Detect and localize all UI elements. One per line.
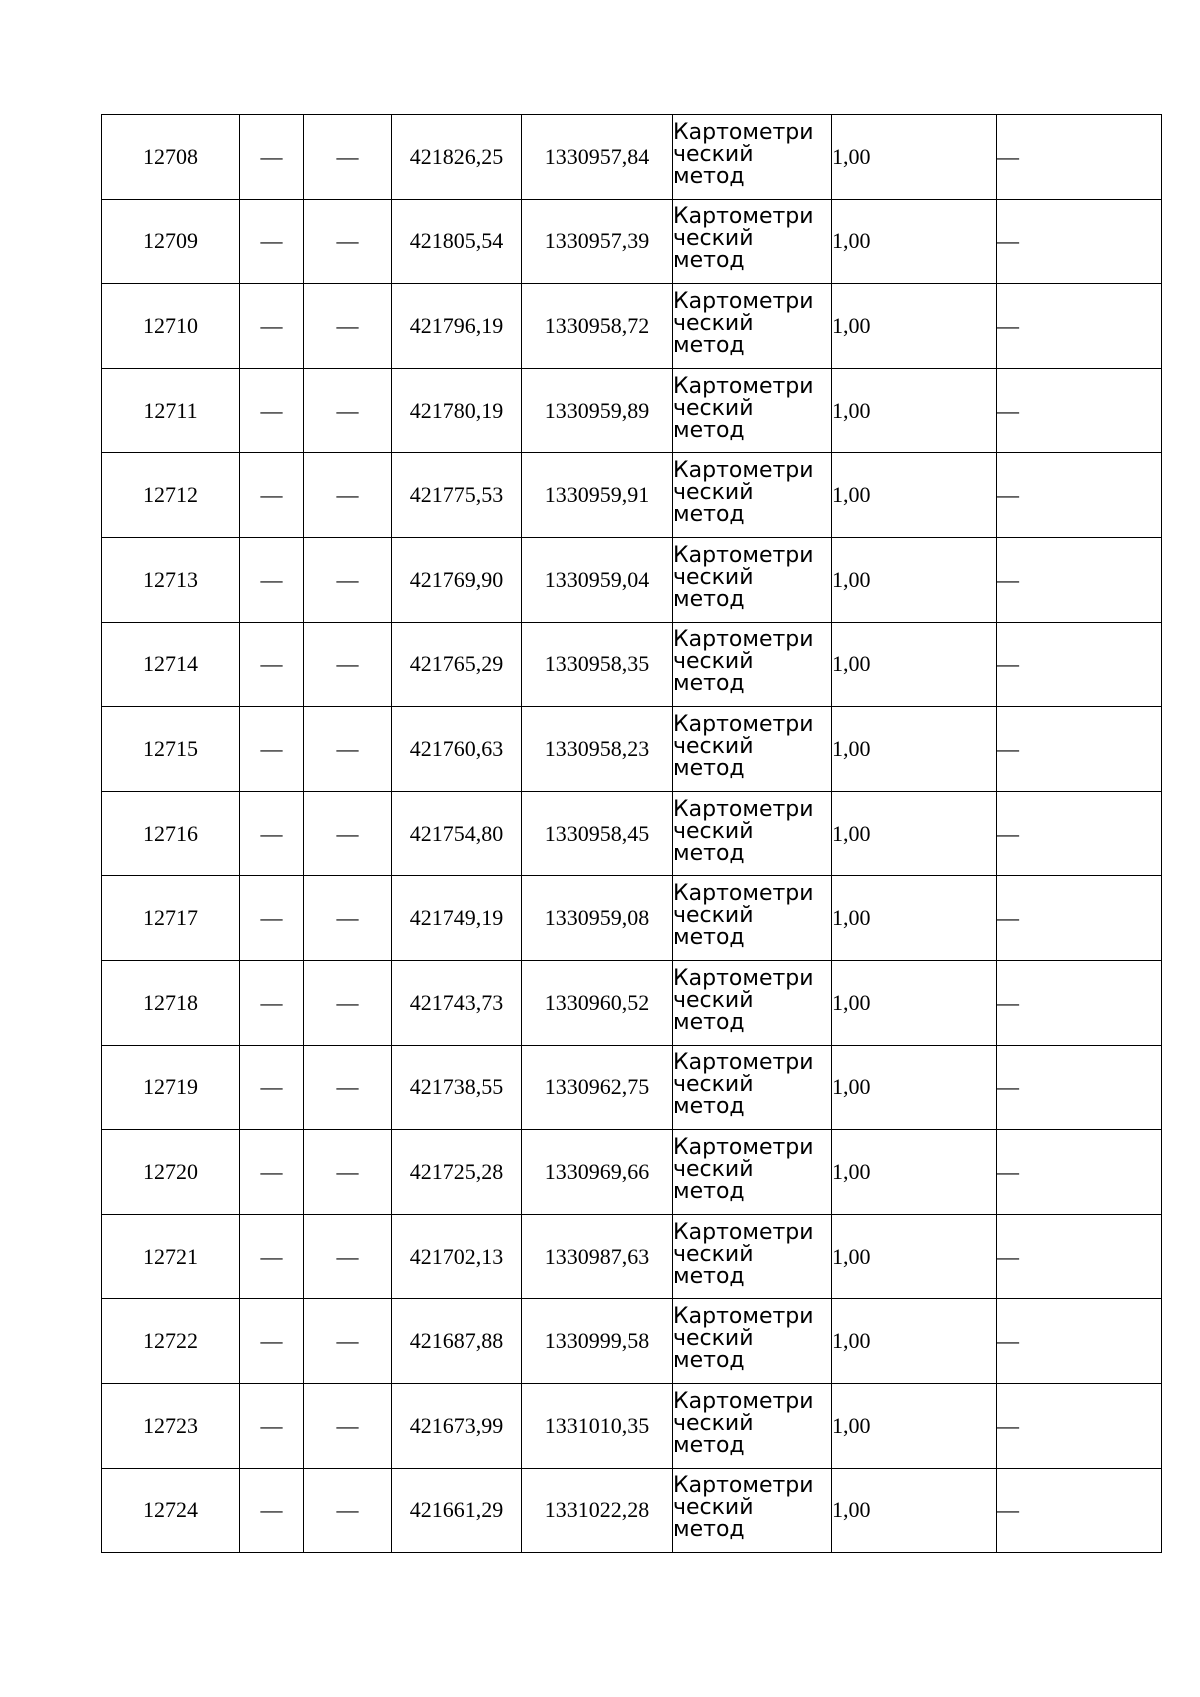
- accuracy-cell: [832, 284, 997, 369]
- point-number: 12716: [143, 820, 198, 846]
- x-coordinate-cell: [392, 368, 522, 453]
- x-coordinate-cell: [392, 115, 522, 200]
- empty-cell-3: [304, 791, 392, 876]
- dash-value: —: [336, 566, 359, 592]
- accuracy-value: 1,00: [832, 651, 871, 677]
- x-coordinate: 421760,63: [409, 735, 504, 761]
- accuracy-value: 1,00: [832, 905, 871, 931]
- empty-cell-2: [240, 876, 304, 961]
- method-text: Картометри ческий метод: [673, 1388, 814, 1458]
- accuracy-cell: [832, 1214, 997, 1299]
- point-number: 12721: [143, 1243, 198, 1269]
- dash-value: —: [997, 735, 1019, 761]
- y-coordinate-cell: [522, 707, 673, 792]
- x-coordinate: 421743,73: [409, 989, 504, 1015]
- method-text: Картометри ческий метод: [673, 1473, 814, 1543]
- empty-cell-3: [304, 960, 392, 1045]
- x-coordinate: 421826,25: [409, 143, 504, 169]
- point-number-cell: [102, 1214, 240, 1299]
- table-row: [102, 707, 1162, 792]
- dash-value: —: [997, 143, 1019, 169]
- dash-value: —: [336, 651, 359, 677]
- point-number-cell: [102, 199, 240, 284]
- dash-value: —: [997, 651, 1019, 677]
- method-text: Картометри ческий метод: [673, 1219, 814, 1289]
- point-number-cell: [102, 876, 240, 961]
- y-coordinate: 1330958,45: [544, 820, 650, 846]
- point-number: 12723: [143, 1412, 198, 1438]
- accuracy-value: 1,00: [832, 989, 871, 1015]
- y-coordinate-cell: [522, 1130, 673, 1215]
- table-row: [102, 1214, 1162, 1299]
- dash-value: —: [997, 989, 1019, 1015]
- accuracy-cell: [832, 115, 997, 200]
- empty-cell-3: [304, 284, 392, 369]
- empty-cell-8: [997, 791, 1162, 876]
- empty-cell-2: [240, 1214, 304, 1299]
- point-number-cell: [102, 622, 240, 707]
- method-cell: [673, 1299, 832, 1384]
- y-coordinate: 1330999,58: [544, 1328, 650, 1354]
- x-coordinate: 421702,13: [409, 1243, 504, 1269]
- x-coordinate: 421687,88: [409, 1328, 504, 1354]
- method-text: Картометри ческий метод: [673, 288, 814, 358]
- table-row: [102, 876, 1162, 961]
- y-coordinate-cell: [522, 199, 673, 284]
- x-coordinate-cell: [392, 1468, 522, 1553]
- accuracy-cell: [832, 791, 997, 876]
- dash-value: —: [260, 566, 283, 592]
- dash-value: —: [997, 1497, 1019, 1523]
- y-coordinate: 1331010,35: [544, 1412, 650, 1438]
- method-cell: [673, 876, 832, 961]
- table-row: [102, 115, 1162, 200]
- dash-value: —: [260, 397, 283, 423]
- dash-value: —: [336, 989, 359, 1015]
- dash-value: —: [336, 735, 359, 761]
- dash-value: —: [997, 1412, 1019, 1438]
- point-number: 12710: [143, 312, 198, 338]
- x-coordinate: 421661,29: [409, 1497, 504, 1523]
- accuracy-value: 1,00: [832, 1497, 871, 1523]
- y-coordinate: 1330959,08: [544, 905, 650, 931]
- point-number-cell: [102, 453, 240, 538]
- point-number-cell: [102, 707, 240, 792]
- empty-cell-8: [997, 1214, 1162, 1299]
- dash-value: —: [336, 905, 359, 931]
- method-text: Картометри ческий метод: [673, 119, 814, 189]
- method-text: Картометри ческий метод: [673, 1134, 814, 1204]
- point-number-cell: [102, 1383, 240, 1468]
- accuracy-value: 1,00: [832, 1412, 871, 1438]
- accuracy-cell: [832, 199, 997, 284]
- dash-value: —: [336, 397, 359, 423]
- point-number: 12713: [143, 566, 198, 592]
- y-coordinate-cell: [522, 960, 673, 1045]
- method-cell: [673, 199, 832, 284]
- table-row: [102, 1468, 1162, 1553]
- accuracy-value: 1,00: [832, 1158, 871, 1184]
- method-text: Картометри ческий метод: [673, 542, 814, 612]
- table-row: [102, 791, 1162, 876]
- empty-cell-3: [304, 115, 392, 200]
- y-coordinate-cell: [522, 368, 673, 453]
- x-coordinate-cell: [392, 284, 522, 369]
- x-coordinate: 421738,55: [409, 1074, 504, 1100]
- empty-cell-8: [997, 115, 1162, 200]
- dash-value: —: [997, 1074, 1019, 1100]
- dash-value: —: [260, 651, 283, 677]
- dash-value: —: [336, 312, 359, 338]
- accuracy-value: 1,00: [832, 228, 871, 254]
- empty-cell-3: [304, 1468, 392, 1553]
- point-number: 12711: [143, 397, 198, 423]
- dash-value: —: [997, 820, 1019, 846]
- point-number-cell: [102, 537, 240, 622]
- y-coordinate-cell: [522, 1214, 673, 1299]
- point-number: 12717: [143, 905, 198, 931]
- method-text: Картометри ческий метод: [673, 458, 814, 528]
- x-coordinate: 421673,99: [409, 1412, 504, 1438]
- empty-cell-8: [997, 1468, 1162, 1553]
- accuracy-value: 1,00: [832, 143, 871, 169]
- method-text: Картометри ческий метод: [673, 796, 814, 866]
- empty-cell-3: [304, 199, 392, 284]
- point-number-cell: [102, 284, 240, 369]
- point-number: 12718: [143, 989, 198, 1015]
- empty-cell-3: [304, 622, 392, 707]
- empty-cell-2: [240, 1299, 304, 1384]
- empty-cell-8: [997, 453, 1162, 538]
- dash-value: —: [997, 397, 1019, 423]
- method-text: Картометри ческий метод: [673, 881, 814, 951]
- y-coordinate: 1330959,04: [544, 566, 650, 592]
- empty-cell-2: [240, 199, 304, 284]
- point-number-cell: [102, 1299, 240, 1384]
- dash-value: —: [336, 1412, 359, 1438]
- y-coordinate-cell: [522, 1383, 673, 1468]
- empty-cell-2: [240, 622, 304, 707]
- dash-value: —: [260, 1412, 283, 1438]
- point-number: 12708: [143, 143, 198, 169]
- dash-value: —: [336, 482, 359, 508]
- empty-cell-3: [304, 876, 392, 961]
- x-coordinate: 421780,19: [409, 397, 504, 423]
- dash-value: —: [260, 905, 283, 931]
- accuracy-value: 1,00: [832, 566, 871, 592]
- x-coordinate-cell: [392, 1130, 522, 1215]
- empty-cell-8: [997, 537, 1162, 622]
- method-cell: [673, 1130, 832, 1215]
- empty-cell-2: [240, 453, 304, 538]
- x-coordinate: 421754,80: [409, 820, 504, 846]
- dash-value: —: [260, 735, 283, 761]
- x-coordinate: 421775,53: [409, 482, 504, 508]
- empty-cell-8: [997, 1299, 1162, 1384]
- y-coordinate-cell: [522, 622, 673, 707]
- method-text: Картометри ческий метод: [673, 1304, 814, 1374]
- empty-cell-2: [240, 707, 304, 792]
- point-number-cell: [102, 1130, 240, 1215]
- empty-cell-2: [240, 284, 304, 369]
- dash-value: —: [260, 228, 283, 254]
- point-number-cell: [102, 1468, 240, 1553]
- method-cell: [673, 115, 832, 200]
- empty-cell-8: [997, 284, 1162, 369]
- accuracy-cell: [832, 1299, 997, 1384]
- x-coordinate-cell: [392, 1045, 522, 1130]
- x-coordinate-cell: [392, 876, 522, 961]
- empty-cell-2: [240, 960, 304, 1045]
- table-row: [102, 199, 1162, 284]
- point-number-cell: [102, 115, 240, 200]
- point-number: 12714: [143, 651, 198, 677]
- y-coordinate: 1330959,91: [544, 482, 650, 508]
- dash-value: —: [260, 482, 283, 508]
- x-coordinate-cell: [392, 960, 522, 1045]
- empty-cell-3: [304, 1214, 392, 1299]
- dash-value: —: [336, 1243, 359, 1269]
- dash-value: —: [260, 1243, 283, 1269]
- method-cell: [673, 622, 832, 707]
- dash-value: —: [336, 228, 359, 254]
- method-cell: [673, 1214, 832, 1299]
- table-row: [102, 1045, 1162, 1130]
- empty-cell-2: [240, 115, 304, 200]
- x-coordinate: 421749,19: [409, 905, 504, 931]
- y-coordinate: 1330958,72: [544, 312, 650, 338]
- empty-cell-2: [240, 537, 304, 622]
- table-row: [102, 368, 1162, 453]
- empty-cell-3: [304, 707, 392, 792]
- y-coordinate: 1330958,23: [544, 735, 650, 761]
- coordinates-table: [101, 114, 1162, 1553]
- dash-value: —: [260, 1074, 283, 1100]
- dash-value: —: [260, 989, 283, 1015]
- y-coordinate: 1330962,75: [544, 1074, 650, 1100]
- accuracy-cell: [832, 368, 997, 453]
- dash-value: —: [336, 1158, 359, 1184]
- accuracy-cell: [832, 1468, 997, 1553]
- empty-cell-3: [304, 1383, 392, 1468]
- method-text: Картометри ческий метод: [673, 204, 814, 274]
- point-number-cell: [102, 960, 240, 1045]
- accuracy-value: 1,00: [832, 1243, 871, 1269]
- method-cell: [673, 791, 832, 876]
- x-coordinate: 421769,90: [409, 566, 504, 592]
- dash-value: —: [336, 1074, 359, 1100]
- y-coordinate: 1330969,66: [544, 1158, 650, 1184]
- table-row: [102, 960, 1162, 1045]
- y-coordinate-cell: [522, 537, 673, 622]
- accuracy-value: 1,00: [832, 482, 871, 508]
- empty-cell-3: [304, 1045, 392, 1130]
- empty-cell-8: [997, 199, 1162, 284]
- x-coordinate: 421765,29: [409, 651, 504, 677]
- x-coordinate-cell: [392, 1383, 522, 1468]
- y-coordinate: 1330960,52: [544, 989, 650, 1015]
- y-coordinate-cell: [522, 284, 673, 369]
- empty-cell-8: [997, 1130, 1162, 1215]
- dash-value: —: [260, 1158, 283, 1184]
- empty-cell-2: [240, 1130, 304, 1215]
- dash-value: —: [997, 1158, 1019, 1184]
- method-text: Картометри ческий метод: [673, 373, 814, 443]
- dash-value: —: [997, 905, 1019, 931]
- dash-value: —: [260, 820, 283, 846]
- y-coordinate-cell: [522, 1468, 673, 1553]
- dash-value: —: [997, 1243, 1019, 1269]
- empty-cell-3: [304, 368, 392, 453]
- empty-cell-3: [304, 1299, 392, 1384]
- accuracy-value: 1,00: [832, 1074, 871, 1100]
- point-number: 12715: [143, 735, 198, 761]
- point-number: 12719: [143, 1074, 198, 1100]
- y-coordinate: 1330987,63: [544, 1243, 650, 1269]
- table-row: [102, 1383, 1162, 1468]
- empty-cell-8: [997, 707, 1162, 792]
- method-text: Картометри ческий метод: [673, 965, 814, 1035]
- method-cell: [673, 1383, 832, 1468]
- accuracy-cell: [832, 960, 997, 1045]
- table-row: [102, 622, 1162, 707]
- point-number: 12709: [143, 228, 198, 254]
- accuracy-cell: [832, 1045, 997, 1130]
- accuracy-cell: [832, 1383, 997, 1468]
- table-row: [102, 453, 1162, 538]
- dash-value: —: [997, 228, 1019, 254]
- x-coordinate-cell: [392, 453, 522, 538]
- empty-cell-2: [240, 1468, 304, 1553]
- dash-value: —: [997, 312, 1019, 338]
- empty-cell-8: [997, 1045, 1162, 1130]
- empty-cell-2: [240, 791, 304, 876]
- accuracy-value: 1,00: [832, 1328, 871, 1354]
- point-number: 12724: [143, 1497, 198, 1523]
- y-coordinate: 1330957,39: [544, 228, 650, 254]
- dash-value: —: [336, 143, 359, 169]
- empty-cell-8: [997, 622, 1162, 707]
- accuracy-value: 1,00: [832, 312, 871, 338]
- method-cell: [673, 960, 832, 1045]
- dash-value: —: [336, 820, 359, 846]
- y-coordinate: 1331022,28: [544, 1497, 650, 1523]
- y-coordinate-cell: [522, 1045, 673, 1130]
- x-coordinate: 421805,54: [409, 228, 504, 254]
- x-coordinate-cell: [392, 537, 522, 622]
- method-cell: [673, 707, 832, 792]
- x-coordinate-cell: [392, 199, 522, 284]
- y-coordinate-cell: [522, 115, 673, 200]
- empty-cell-8: [997, 368, 1162, 453]
- method-cell: [673, 537, 832, 622]
- accuracy-cell: [832, 537, 997, 622]
- dash-value: —: [260, 1497, 283, 1523]
- dash-value: —: [997, 482, 1019, 508]
- point-number-cell: [102, 368, 240, 453]
- empty-cell-2: [240, 1383, 304, 1468]
- table-row: [102, 1130, 1162, 1215]
- empty-cell-3: [304, 453, 392, 538]
- point-number-cell: [102, 791, 240, 876]
- y-coordinate-cell: [522, 791, 673, 876]
- empty-cell-8: [997, 876, 1162, 961]
- method-cell: [673, 284, 832, 369]
- x-coordinate-cell: [392, 791, 522, 876]
- empty-cell-2: [240, 1045, 304, 1130]
- empty-cell-3: [304, 1130, 392, 1215]
- method-cell: [673, 453, 832, 538]
- accuracy-cell: [832, 876, 997, 961]
- dash-value: —: [336, 1328, 359, 1354]
- method-text: Картометри ческий метод: [673, 627, 814, 697]
- point-number-cell: [102, 1045, 240, 1130]
- y-coordinate: 1330958,35: [544, 651, 650, 677]
- empty-cell-3: [304, 537, 392, 622]
- y-coordinate-cell: [522, 1299, 673, 1384]
- dash-value: —: [336, 1497, 359, 1523]
- x-coordinate-cell: [392, 707, 522, 792]
- method-text: Картометри ческий метод: [673, 711, 814, 781]
- table-row: [102, 1299, 1162, 1384]
- y-coordinate-cell: [522, 876, 673, 961]
- accuracy-cell: [832, 453, 997, 538]
- y-coordinate-cell: [522, 453, 673, 538]
- x-coordinate: 421796,19: [409, 312, 504, 338]
- x-coordinate-cell: [392, 622, 522, 707]
- x-coordinate-cell: [392, 1214, 522, 1299]
- y-coordinate: 1330957,84: [544, 143, 650, 169]
- accuracy-value: 1,00: [832, 735, 871, 761]
- point-number: 12712: [143, 482, 198, 508]
- table-row: [102, 537, 1162, 622]
- method-cell: [673, 1468, 832, 1553]
- method-text: Картометри ческий метод: [673, 1050, 814, 1120]
- dash-value: —: [260, 143, 283, 169]
- table-body: [102, 115, 1162, 1553]
- table-row: [102, 284, 1162, 369]
- point-number: 12722: [143, 1328, 198, 1354]
- dash-value: —: [997, 566, 1019, 592]
- accuracy-cell: [832, 622, 997, 707]
- empty-cell-2: [240, 368, 304, 453]
- accuracy-cell: [832, 1130, 997, 1215]
- x-coordinate-cell: [392, 1299, 522, 1384]
- method-cell: [673, 1045, 832, 1130]
- method-cell: [673, 368, 832, 453]
- accuracy-value: 1,00: [832, 820, 871, 846]
- accuracy-value: 1,00: [832, 397, 871, 423]
- x-coordinate: 421725,28: [409, 1158, 504, 1184]
- y-coordinate: 1330959,89: [544, 397, 650, 423]
- empty-cell-8: [997, 960, 1162, 1045]
- point-number: 12720: [143, 1158, 198, 1184]
- dash-value: —: [260, 1328, 283, 1354]
- accuracy-cell: [832, 707, 997, 792]
- dash-value: —: [260, 312, 283, 338]
- dash-value: —: [997, 1328, 1019, 1354]
- empty-cell-8: [997, 1383, 1162, 1468]
